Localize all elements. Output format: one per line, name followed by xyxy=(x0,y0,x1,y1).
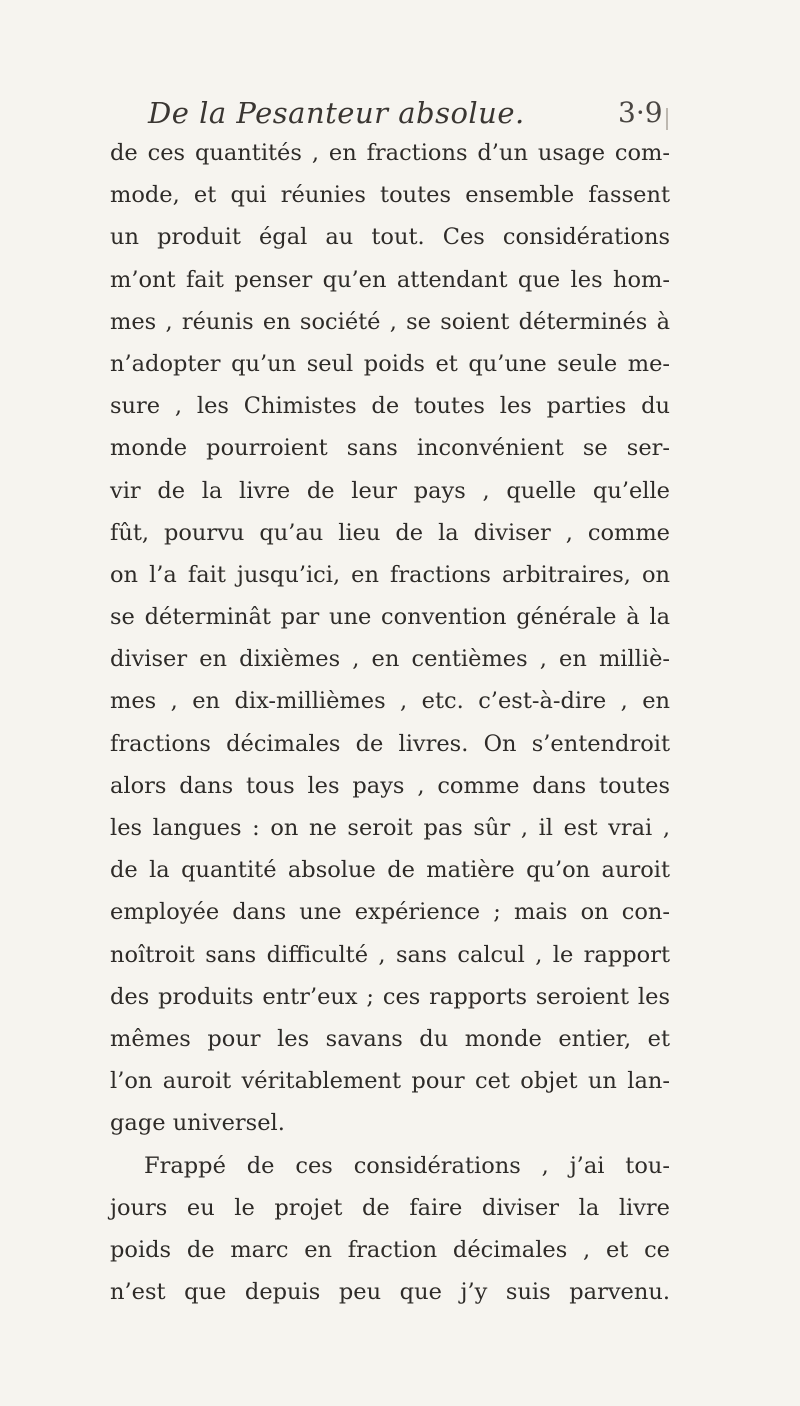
text-line: un produit égal au tout. Ces considérations xyxy=(110,224,670,251)
text-line: employée dans une expérience ; mais on con- xyxy=(110,899,670,926)
text-line: jours eu le projet de faire diviser la livre xyxy=(110,1194,670,1221)
text-line: mes , réunis en société , se soient déterminés à xyxy=(110,308,670,335)
page-number: 3·9 xyxy=(618,96,663,129)
text-line: poids de marc en fraction décimales , et ce xyxy=(110,1236,670,1263)
body-text xyxy=(110,132,670,1313)
text-line: fractions décimales de livres. On s’entendroit xyxy=(110,730,670,757)
text-line: mode, et qui réunies toutes ensemble fassent xyxy=(110,182,670,209)
text-line: l’on auroit véritablement pour cet objet un lan- xyxy=(110,1068,670,1095)
paragraph-start-line: Frappé de ces considérations , j’ai tou- xyxy=(144,1152,670,1179)
text-line: noîtroit sans difficulté , sans calcul , le rapport xyxy=(110,941,670,968)
text-line: n’est que depuis peu que j’y suis parvenu. xyxy=(110,1279,670,1306)
text-line: on l’a fait jusqu’ici, en fractions arbitraires, on xyxy=(110,561,670,588)
text-line: mêmes pour les savans du monde entier, et xyxy=(110,1025,670,1052)
text-line: se déterminât par une convention générale à la xyxy=(110,604,670,631)
text-line: n’adopter qu’un seul poids et qu’une seule me- xyxy=(110,350,670,377)
text-line: monde pourroient sans inconvénient se ser- xyxy=(110,435,670,462)
text-line: des produits entr’eux ; ces rapports seroient les xyxy=(110,983,670,1010)
text-line: diviser en dixièmes , en centièmes , en milliè- xyxy=(110,646,670,673)
text-line: sure , les Chimistes de toutes les parties du xyxy=(110,393,670,420)
text-line: mes , en dix-millièmes , etc. c’est-à-dire , en xyxy=(110,688,670,715)
running-head-title: De la Pesanteur absolue. xyxy=(148,96,525,130)
text-line: m’ont fait penser qu’en attendant que les hom- xyxy=(110,266,670,293)
text-line: les langues : on ne seroit pas sûr , il est vrai , xyxy=(110,815,670,841)
text-line: de ces quantités , en fractions d’un usage com- xyxy=(110,140,670,166)
paragraph-end-line: gage universel. xyxy=(110,1110,285,1137)
page-edge-mark xyxy=(666,108,668,130)
text-line: alors dans tous les pays , comme dans toutes xyxy=(110,772,670,799)
text-line: de la quantité absolue de matière qu’on auroit xyxy=(110,857,670,884)
text-line: fût, pourvu qu’au lieu de la diviser , comme xyxy=(110,519,670,546)
text-line: vir de la livre de leur pays , quelle qu’elle xyxy=(110,477,670,504)
